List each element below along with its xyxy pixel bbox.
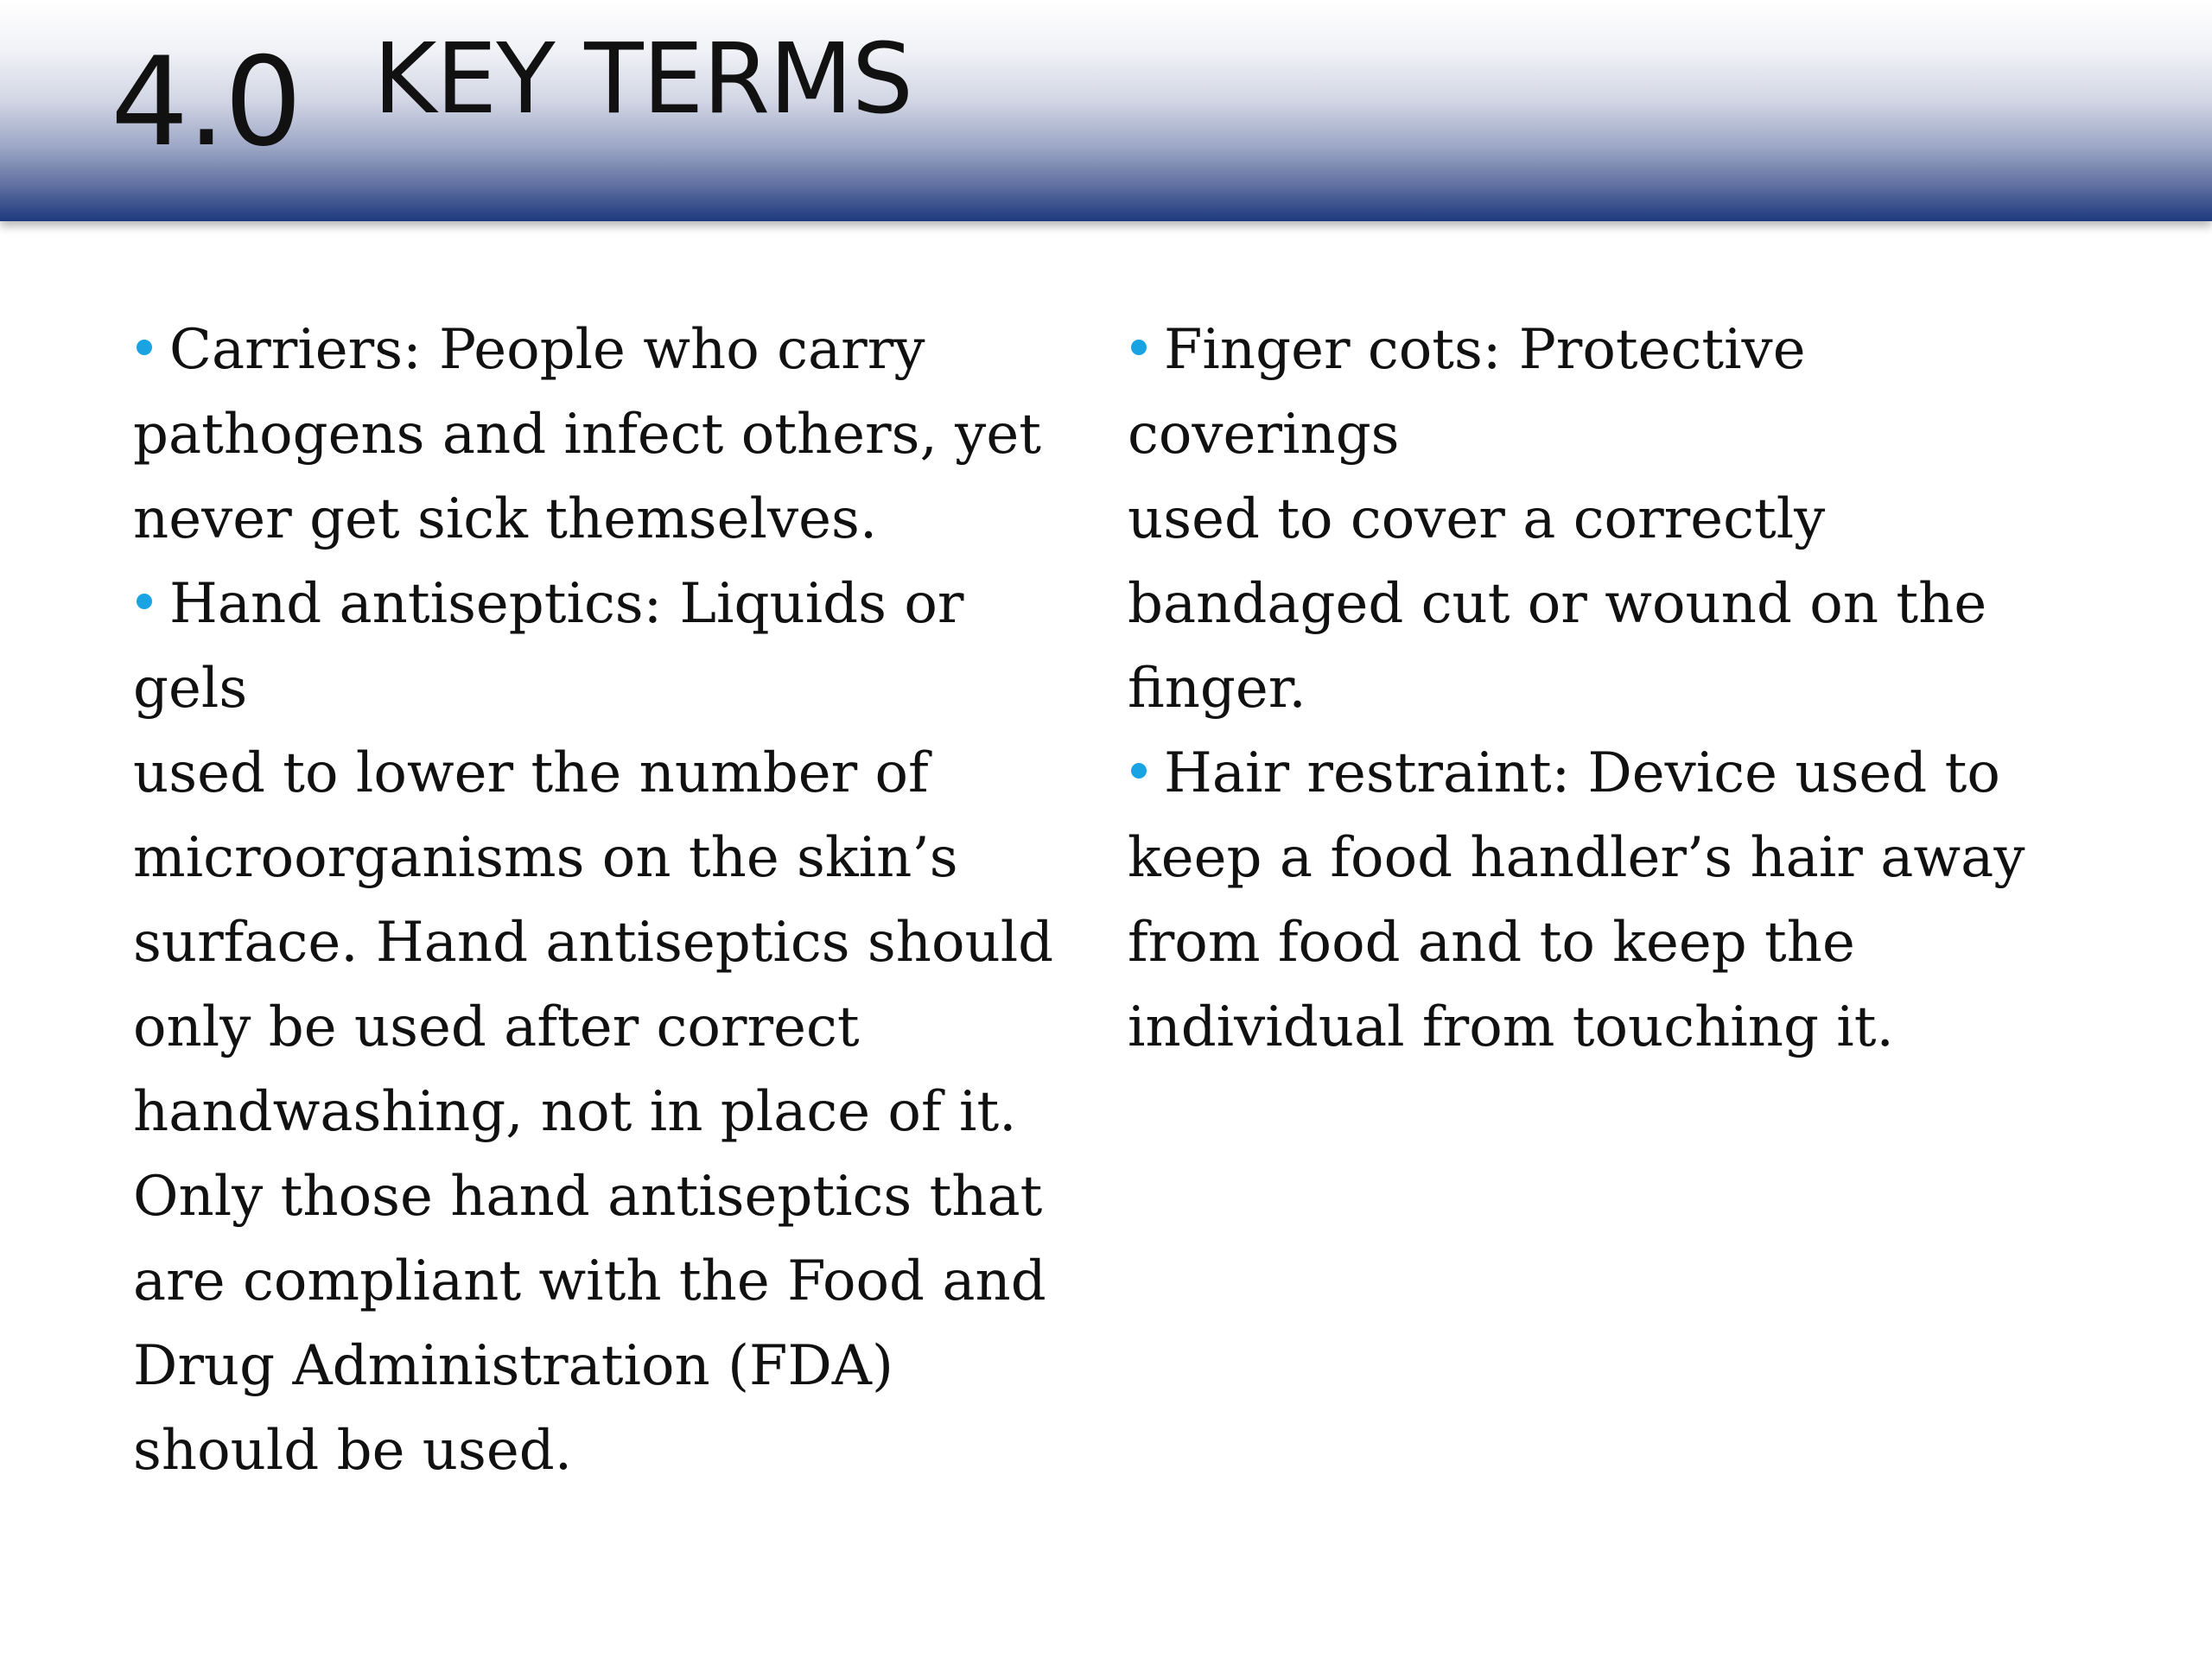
term-hand-antiseptics-line-3: used to lower the number of xyxy=(133,741,929,805)
term-hand-antiseptics-line-6: only be used after correct xyxy=(133,995,860,1059)
section-number: 4.0 xyxy=(111,31,301,174)
term-finger-cots-line-1: Finger cots: Protective xyxy=(1128,308,2164,392)
term-hand-antiseptics-line-8: Only those hand antiseptics that xyxy=(133,1165,1043,1229)
term-hand-antiseptics-line-1: Hand antiseptics: Liquids or xyxy=(133,562,1109,646)
bullet-icon xyxy=(137,594,152,609)
term-finger-cots-line-5: finger. xyxy=(1128,657,1306,721)
term-hair-restraint-line-2: keep a food handler’s hair away xyxy=(1128,826,2025,890)
term-hand-antiseptics-line-11: should be used. xyxy=(133,1419,573,1483)
term-finger-cots-line-2: coverings xyxy=(1128,403,1400,467)
left-column xyxy=(133,308,1109,1493)
term-carriers-line-2: pathogens and infect others, yet xyxy=(133,403,1041,467)
bullet-icon xyxy=(137,340,152,355)
term-hand-antiseptics-line-4: microorganisms on the skin’s xyxy=(133,826,958,890)
header-band xyxy=(0,0,2212,221)
term-finger-cots-line-4: bandaged cut or wound on the xyxy=(1128,572,1987,636)
bullet-icon xyxy=(1131,340,1147,355)
term-carriers-line-1: Carriers: People who carry xyxy=(133,308,1109,392)
term-hand-antiseptics-line-2: gels xyxy=(133,657,248,721)
term-hand-antiseptics-line-5: surface. Hand antiseptics should xyxy=(133,911,1054,975)
term-hair-restraint-line-1: Hair restraint: Device used to xyxy=(1128,731,2164,816)
slide-title: KEY TERMS xyxy=(373,23,912,136)
term-hand-antiseptics-line-10: Drug Administration (FDA) xyxy=(133,1334,893,1398)
term-hand-antiseptics-line-7: handwashing, not in place of it. xyxy=(133,1080,1017,1144)
bullet-icon xyxy=(1131,763,1147,779)
right-column xyxy=(1128,308,2164,1070)
term-hand-antiseptics-line-9: are compliant with the Food and xyxy=(133,1249,1046,1313)
term-carriers-line-3: never get sick themselves. xyxy=(133,487,878,551)
term-hair-restraint-line-4: individual from touching it. xyxy=(1128,995,1894,1059)
term-hair-restraint-line-3: from food and to keep the xyxy=(1128,911,1855,975)
term-finger-cots-line-3: used to cover a correctly xyxy=(1128,487,1826,551)
